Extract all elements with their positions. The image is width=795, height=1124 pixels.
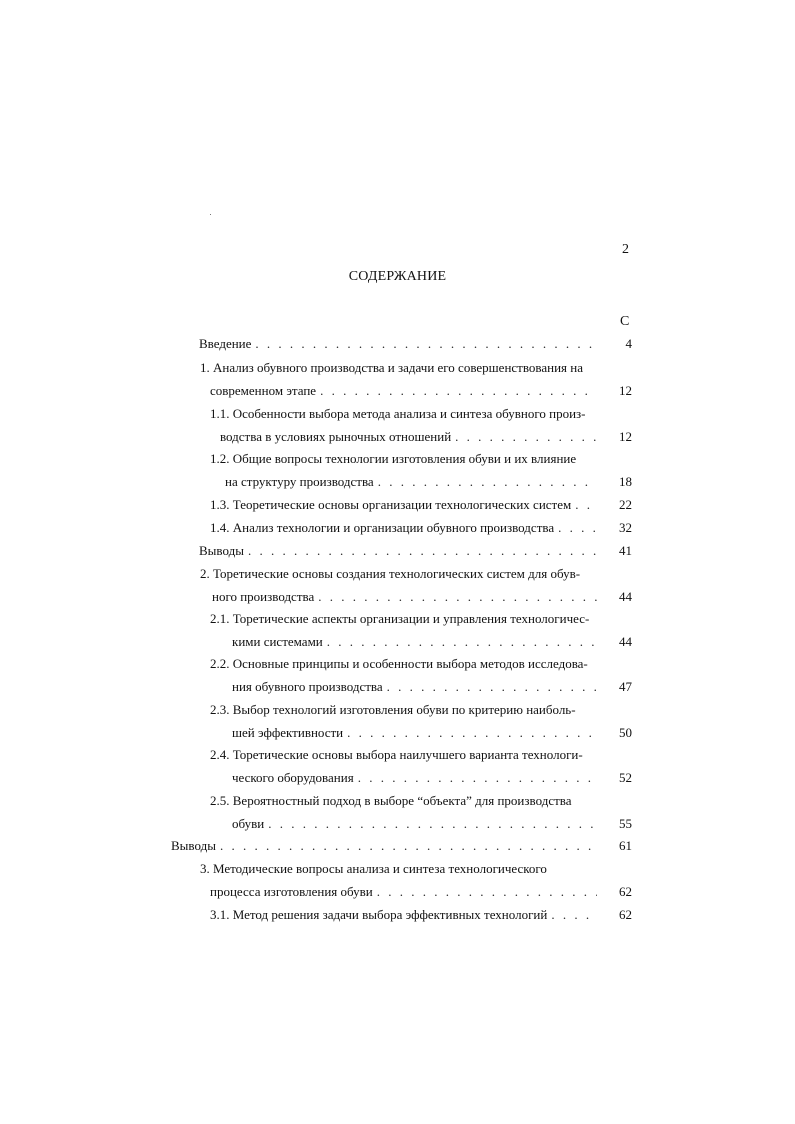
toc-entry-text: ческого оборудования (232, 770, 354, 785)
toc-entry-text: Выводы (199, 543, 244, 558)
toc-leader-dots (248, 543, 597, 559)
toc-entry-text: 1.3. Теоретические основы организации технологических систем (210, 497, 572, 512)
toc-entry-text: ния обувного производства (232, 679, 383, 694)
toc-leader-dots (327, 634, 597, 650)
toc-leader-dots (255, 336, 597, 352)
toc-entry-page: 12 (619, 429, 632, 444)
page-title: СОДЕРЖАНИЕ (348, 269, 447, 284)
toc-entry-text: 2.2. Основные принципы и особенности выбора методов исследова- (210, 656, 588, 671)
toc-entry-section-3-1 (210, 907, 601, 923)
toc-entry-text: кими системами (232, 634, 323, 649)
toc-leader-dots (268, 816, 597, 832)
toc-entry-page: 50 (619, 725, 632, 740)
toc-entry-section-2-2-cont (232, 679, 601, 695)
toc-entry-chapter-1 (200, 360, 583, 376)
toc-entry-page: 47 (619, 679, 632, 694)
toc-entry-text: 2.4. Торетические основы выбора наилучшего варианта технологи- (210, 747, 583, 762)
toc-entry-page: 4 (625, 336, 632, 351)
toc-entry-page: 52 (619, 770, 632, 785)
toc-entry-chapter-2 (200, 566, 580, 582)
toc-entry-section-1-2 (210, 451, 576, 467)
toc-entry-text: ного производства (212, 589, 315, 604)
toc-entry-chapter-2-cont (212, 589, 601, 605)
toc-leader-dots (347, 725, 597, 741)
toc-entry-section-1-4 (210, 520, 601, 536)
toc-entry-text: 2.5. Вероятностный подход в выборе “объекта” для производства (210, 793, 572, 808)
toc-entry-conclusions-1 (199, 543, 601, 559)
toc-entry-section-1-2-cont (225, 474, 601, 490)
toc-entry-text: обуви (232, 816, 265, 831)
page-column-marker: С (620, 314, 630, 329)
toc-entry-section-2-5 (210, 793, 572, 809)
scan-speck (210, 214, 211, 215)
toc-entry-text: Выводы (171, 838, 216, 853)
toc-leader-dots (551, 907, 597, 923)
toc-leader-dots (320, 383, 597, 399)
toc-entry-section-2-3 (210, 702, 576, 718)
toc-leader-dots (377, 884, 597, 900)
toc-entry-text: современном этапе (210, 383, 317, 398)
toc-entry-text: шей эффективности (232, 725, 344, 740)
toc-entry-chapter-3 (200, 861, 547, 877)
toc-entry-text: 3.1. Метод решения задачи выбора эффективных технологий (210, 907, 548, 922)
toc-entry-text: Введение (199, 336, 252, 351)
toc-entry-chapter-3-cont (210, 884, 601, 900)
toc-entry-section-2-4 (210, 747, 583, 763)
toc-entry-text: процесса изготовления обуви (210, 884, 373, 899)
toc-entry-page: 55 (619, 816, 632, 831)
toc-entry-text: 1.4. Анализ технологии и организации обувного производства (210, 520, 555, 535)
toc-entry-text: 1. Анализ обувного производства и задачи его совершенствования на (200, 360, 584, 375)
toc-entry-text: на структуру производства (225, 474, 374, 489)
toc-entry-text: 1.1. Особенности выбора метода анализа и синтеза обувного произ- (210, 406, 586, 421)
toc-entry-conclusions-2 (171, 838, 601, 854)
toc-entry-page: 41 (619, 543, 632, 558)
toc-entry-text: 3. Методические вопросы анализа и синтеза технологического (200, 861, 547, 876)
toc-entry-text: 2. Торетические основы создания технологических систем для обув- (200, 566, 581, 581)
toc-leader-dots (220, 838, 597, 854)
toc-leader-dots (318, 589, 597, 605)
toc-entry-page: 32 (619, 520, 632, 535)
toc-entry-section-2-2 (210, 656, 588, 672)
toc-entry-chapter-1-cont (210, 383, 601, 399)
toc-entry-section-1-1-cont (220, 429, 601, 445)
toc-entry-section-2-4-cont (232, 770, 601, 786)
toc-entry-page: 44 (619, 589, 632, 604)
toc-leader-dots (387, 679, 597, 695)
toc-entry-page: 22 (619, 497, 632, 512)
toc-entry-text: водства в условиях рыночных отношений (220, 429, 452, 444)
page-number: 2 (622, 242, 629, 257)
toc-leader-dots (378, 474, 597, 490)
toc-entry-section-2-1 (210, 611, 589, 627)
toc-entry-section-2-5-cont (232, 816, 601, 832)
toc-entry-page: 62 (619, 884, 632, 899)
toc-entry-page: 44 (619, 634, 632, 649)
toc-entry-section-1-3 (210, 497, 601, 513)
toc-entry-section-1-1 (210, 406, 586, 422)
toc-entry-page: 62 (619, 907, 632, 922)
toc-entry-intro (199, 336, 601, 352)
toc-entry-page: 12 (619, 383, 632, 398)
toc-entry-text: 2.1. Торетические аспекты организации и управления технологичес- (210, 611, 590, 626)
toc-entry-page: 18 (619, 474, 632, 489)
toc-leader-dots (455, 429, 597, 445)
toc-entry-page: 61 (619, 838, 632, 853)
toc-entry-section-2-1-cont (232, 634, 601, 650)
toc-entry-text: 1.2. Общие вопросы технологии изготовления обуви и их влияние (210, 451, 577, 466)
toc-entry-text: 2.3. Выбор технологий изготовления обуви по критерию наиболь- (210, 702, 576, 717)
toc-leader-dots (358, 770, 597, 786)
toc-entry-section-2-3-cont (232, 725, 601, 741)
